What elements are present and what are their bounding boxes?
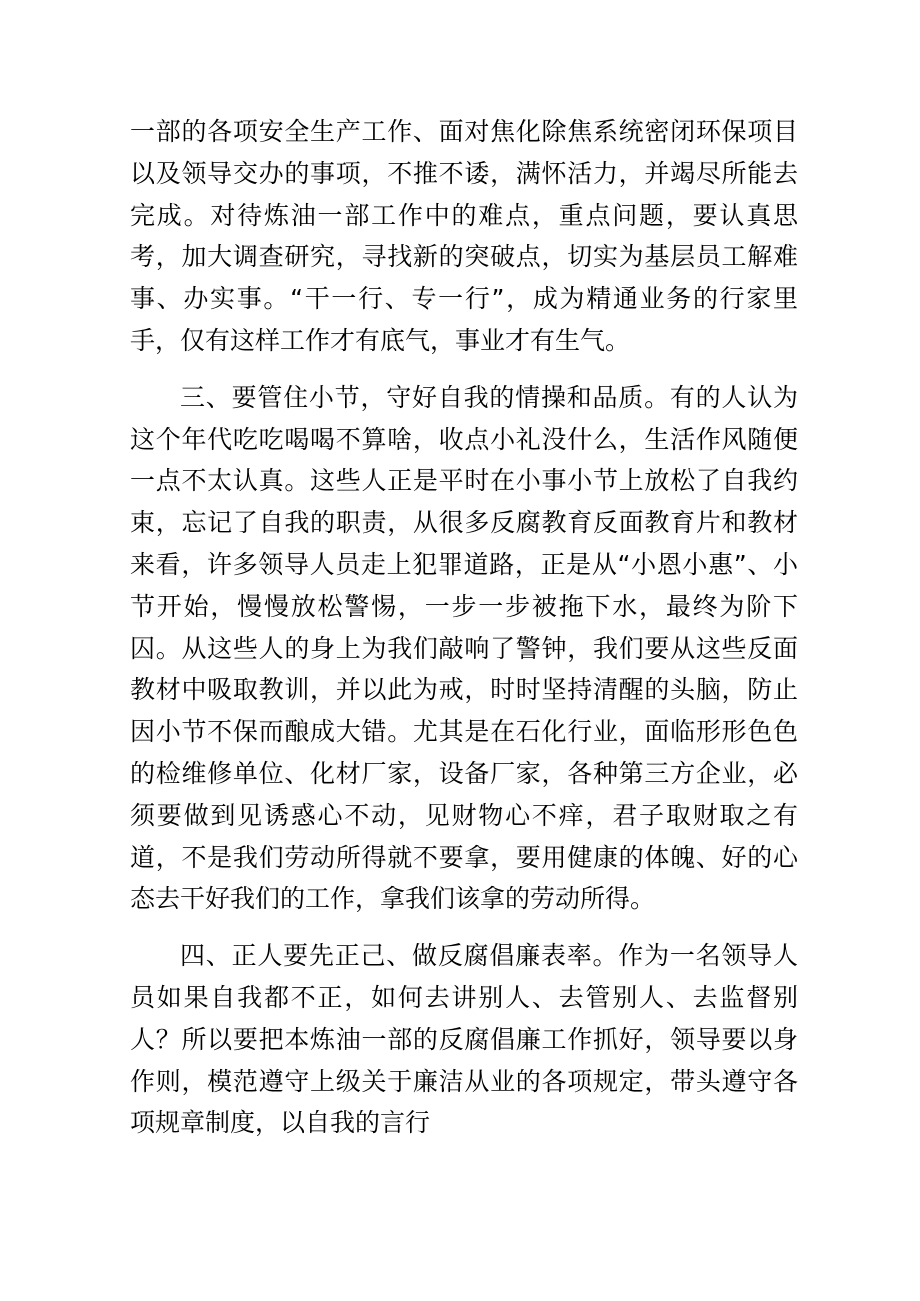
paragraph-section-three: 三、要管住小节，守好自我的情操和品质。有的人认为这个年代吃吃喝喝不算啥，收点小礼没什么，生活作风随便一点不太认真。这些人正是平时在小事小节上放松了自我约束，忘记了自我的职责，从很多反腐教育反面教育片和教材来看，许多领导人员走上犯罪道路，正是从“小恩小惠”、小节开始，慢慢放松警惕，一步一步被拖下水，最终为阶下囚。从这些人的身上为我们敲响了警钟，我们要从这些反面教材中吸取教训，并以此为戒，时时坚持清醒的头脑，防止因小节不保而酿成大错。尤其是在石化行业，面临形形色色的检维修单位、化材厂家，设备厂家，各种第三方企业，必须要做到见诱惑心不动，见财物心不痒，君子取财取之有道，不是我们劳动所得就不要拿，要用健康的体魄、好的心态去干好我们的工作，拿我们该拿的劳动所得。 xyxy=(130,382,798,914)
paragraph-section-four: 四、正人要先正己、做反腐倡廉表率。作为一名领导人员如果自我都不正，如何去讲别人、去管别人、去监督别人？所以要把本炼油一部的反腐倡廉工作抓好，领导要以身作则，模范遵守上级关于廉洁从业的各项规定，带头遵守各项规章制度，以自我的言行 xyxy=(130,941,798,1138)
paragraph-continuation: 一部的各项安全生产工作、面对焦化除焦系统密闭环保项目以及领导交办的事项，不推不诿，满怀活力，并竭尽所能去完成。对待炼油一部工作中的难点，重点问题，要认真思考，加大调查研究，寻找新的突破点，切实为基层员工解难事、办实事。“干一行、专一行”，成为精通业务的行家里手，仅有这样工作才有底气，事业才有生气。 xyxy=(130,117,798,355)
document-body xyxy=(130,111,798,1144)
